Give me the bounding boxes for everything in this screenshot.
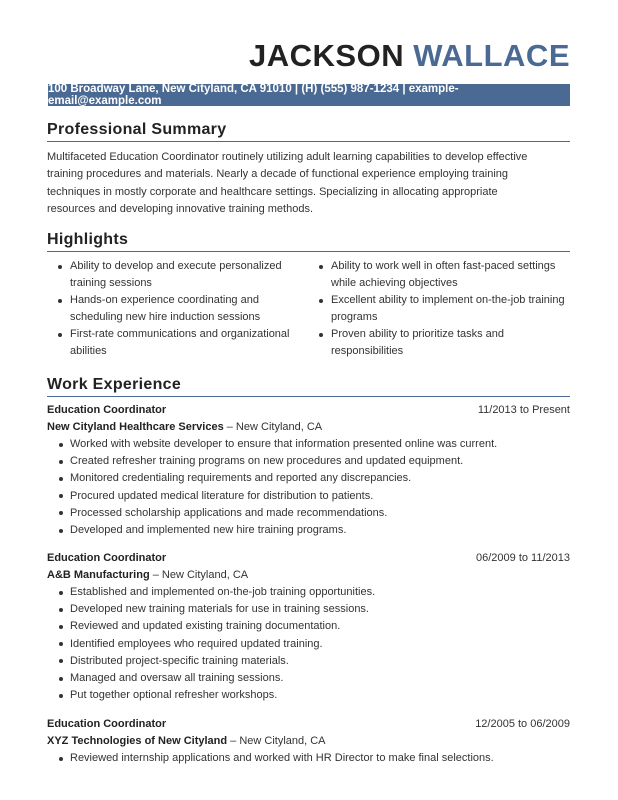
first-name: JACKSON (249, 38, 405, 73)
company-name: XYZ Technologies of New Cityland (47, 735, 228, 747)
job-entry (47, 716, 570, 767)
last-name: WALLACE (413, 38, 570, 73)
company-location: – New Cityland, CA (227, 735, 326, 747)
job-bullet: Worked with website developer to ensure that information presented online was current. (47, 436, 570, 453)
highlight-item: Hands-on experience coordinating and scheduling new hire induction sessions (48, 292, 308, 326)
job-bullet: Monitored credentialing requirements and reported any discrepancies. (47, 470, 570, 487)
candidate-name (249, 38, 570, 74)
job-bullets (47, 750, 570, 767)
job-company (47, 419, 570, 436)
contact-info: 100 Broadway Lane, New Cityland, CA 91010 | (H) (555) 987-1234 | example-email@example.com (48, 83, 459, 107)
job-bullet: Procured updated medical literature for distribution to patients. (47, 488, 570, 505)
job-bullet: Identified employees who required updated training. (47, 636, 570, 653)
highlights-left-list (48, 258, 308, 360)
job-bullet: Developed new training materials for use in training sessions. (47, 601, 570, 618)
highlights-right-list (309, 258, 571, 360)
job-dates: 12/2005 to 06/2009 (475, 718, 570, 730)
job-entry (47, 550, 570, 704)
job-bullet: Reviewed and updated existing training documentation. (47, 618, 570, 635)
highlight-item: Ability to work well in often fast-paced settings while achieving objectives (309, 258, 571, 292)
job-title: Education Coordinator (47, 552, 167, 564)
job-bullet: Put together optional refresher workshops. (47, 687, 570, 704)
highlight-item: Ability to develop and execute personalized training sessions (48, 258, 308, 292)
job-bullet: Reviewed internship applications and worked with HR Director to make final selections. (47, 750, 570, 767)
summary-heading: Professional Summary (47, 121, 570, 142)
job-title: Education Coordinator (47, 718, 167, 730)
highlights-heading: Highlights (47, 231, 570, 252)
summary-text: Multifaceted Education Coordinator routinely utilizing adult learning capabilities to develop effective training procedures and materials. Nearly a decade of functional experience employing training techniques in mostly corporate and healthcare settings. Specializing in allocating appropriate resources and developing innovative training methods. (47, 151, 528, 215)
job-entry (47, 402, 570, 539)
job-title: Education Coordinator (47, 404, 167, 416)
job-bullet: Established and implemented on-the-job training opportunities. (47, 584, 570, 601)
job-bullet: Distributed project-specific training materials. (47, 653, 570, 670)
job-bullet: Developed and implemented new hire training programs. (47, 522, 570, 539)
experience-heading: Work Experience (47, 376, 570, 397)
job-company (47, 733, 570, 750)
job-dates: 11/2013 to Present (477, 404, 570, 416)
highlight-item: Proven ability to prioritize tasks and responsibilities (309, 326, 571, 360)
company-name: A&B Manufacturing (47, 569, 150, 581)
job-company (47, 567, 570, 584)
job-bullet: Managed and oversaw all training sessions. (47, 670, 570, 687)
company-location: – New Cityland, CA (223, 421, 323, 433)
company-name: New Cityland Healthcare Services (47, 421, 224, 433)
highlight-item: Excellent ability to implement on-the-job training programs (309, 292, 571, 326)
job-dates: 06/2009 to 11/2013 (476, 552, 570, 564)
company-location: – New Cityland, CA (149, 569, 249, 581)
job-bullets (47, 584, 570, 704)
job-bullet: Created refresher training programs on new procedures and updated equipment. (47, 453, 570, 470)
job-bullet: Processed scholarship applications and made recommendations. (47, 505, 570, 522)
contact-bar (48, 84, 570, 106)
job-bullets (47, 436, 570, 539)
highlight-item: First-rate communications and organizational abilities (48, 326, 308, 360)
